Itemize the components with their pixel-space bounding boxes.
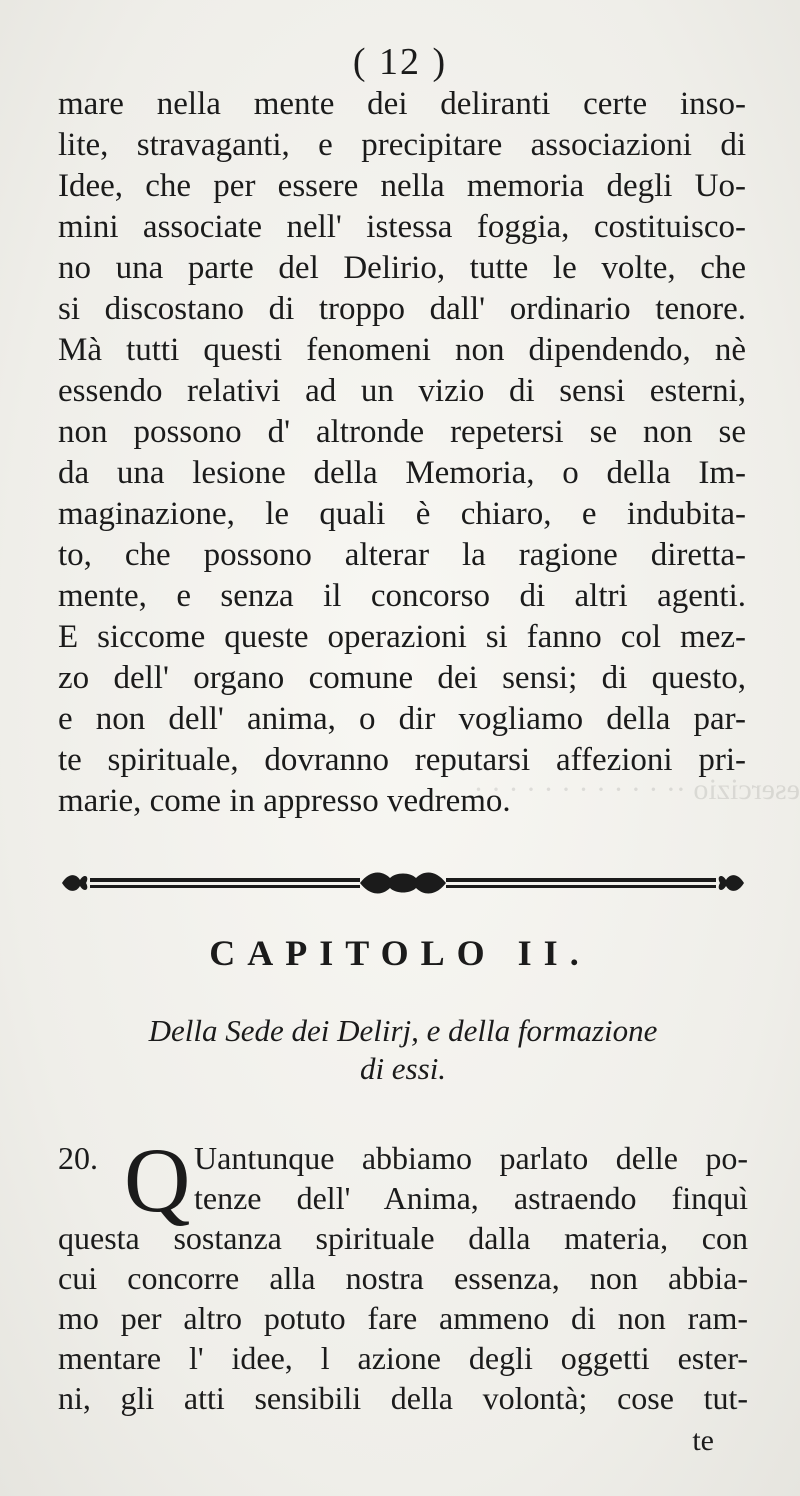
catchword: te bbox=[692, 1424, 714, 1457]
subtitle-line: di essi. bbox=[359, 1051, 447, 1086]
text-line: questa sostanza spirituale dalla materia, con bbox=[58, 1220, 748, 1256]
text-line: maginazione, le quali è chiaro, e indubita- bbox=[58, 496, 746, 532]
drop-cap: Q bbox=[124, 1129, 191, 1231]
text-line: Mà tutti questi fenomeni non dipendendo, nè bbox=[58, 332, 746, 368]
text-line: cui concorre alla nostra essenza, non abbia- bbox=[58, 1260, 748, 1296]
text-line: mare nella mente dei deliranti certe inso- bbox=[58, 86, 746, 122]
text-line: Uantunque abbiamo parlato delle po- bbox=[194, 1140, 748, 1176]
text-line: lite, stravaganti, e precipitare associazioni di bbox=[58, 127, 746, 163]
text-line: te spirituale, dovranno reputarsi affezioni pri- bbox=[58, 742, 746, 778]
body-text bbox=[58, 84, 746, 822]
text-line: si discostano di troppo dall' ordinario tenore. bbox=[58, 291, 746, 327]
text-line: marie, come in appresso vedremo. bbox=[58, 783, 511, 819]
text-line: mini associate nell' istessa foggia, costituisco- bbox=[58, 209, 746, 245]
text-line: mo per altro potuto fare ammeno di non ram- bbox=[58, 1300, 748, 1336]
text-line: Idee, che per essere nella memoria degli Uo- bbox=[58, 168, 746, 204]
text-line: zo dell' organo comune dei sensi; di questo, bbox=[58, 660, 746, 696]
text-line: mentare l' idee, l azione degli oggetti ester- bbox=[58, 1340, 748, 1376]
text-line: no una parte del Delirio, tutte le volte, che bbox=[58, 250, 746, 286]
text-line: ni, gli atti sensibili della volontà; cose tut- bbox=[58, 1380, 748, 1416]
text-line: E siccome queste operazioni si fanno col mez- bbox=[58, 619, 746, 655]
text-line: da una lesione della Memoria, o della Im- bbox=[58, 455, 746, 491]
subtitle-line: Della Sede dei Delirj, e della formazione bbox=[148, 1013, 658, 1048]
text-line: essendo relativi ad un vizio di sensi esterni, bbox=[58, 373, 746, 409]
chapter-title: CAPITOLO II. bbox=[209, 933, 591, 973]
text-line: tenze dell' Anima, astraendo finquì bbox=[194, 1180, 748, 1216]
section-number: 20. bbox=[58, 1140, 98, 1176]
ornamental-divider bbox=[60, 868, 746, 898]
text-line: e non dell' anima, o dir vogliamo della par- bbox=[58, 701, 746, 737]
page-number: ( 12 ) bbox=[352, 41, 448, 83]
text-line: to, che possono alterar la ragione diretta- bbox=[58, 537, 746, 573]
show-through-text: esercizio ·· · · · · · · · · · · · bbox=[473, 773, 800, 806]
chapter-subtitle bbox=[60, 1012, 746, 1088]
text-line: mente, e senza il concorso di altri agenti. bbox=[58, 578, 746, 614]
text-line: non possono d' altronde repetersi se non se bbox=[58, 414, 746, 450]
